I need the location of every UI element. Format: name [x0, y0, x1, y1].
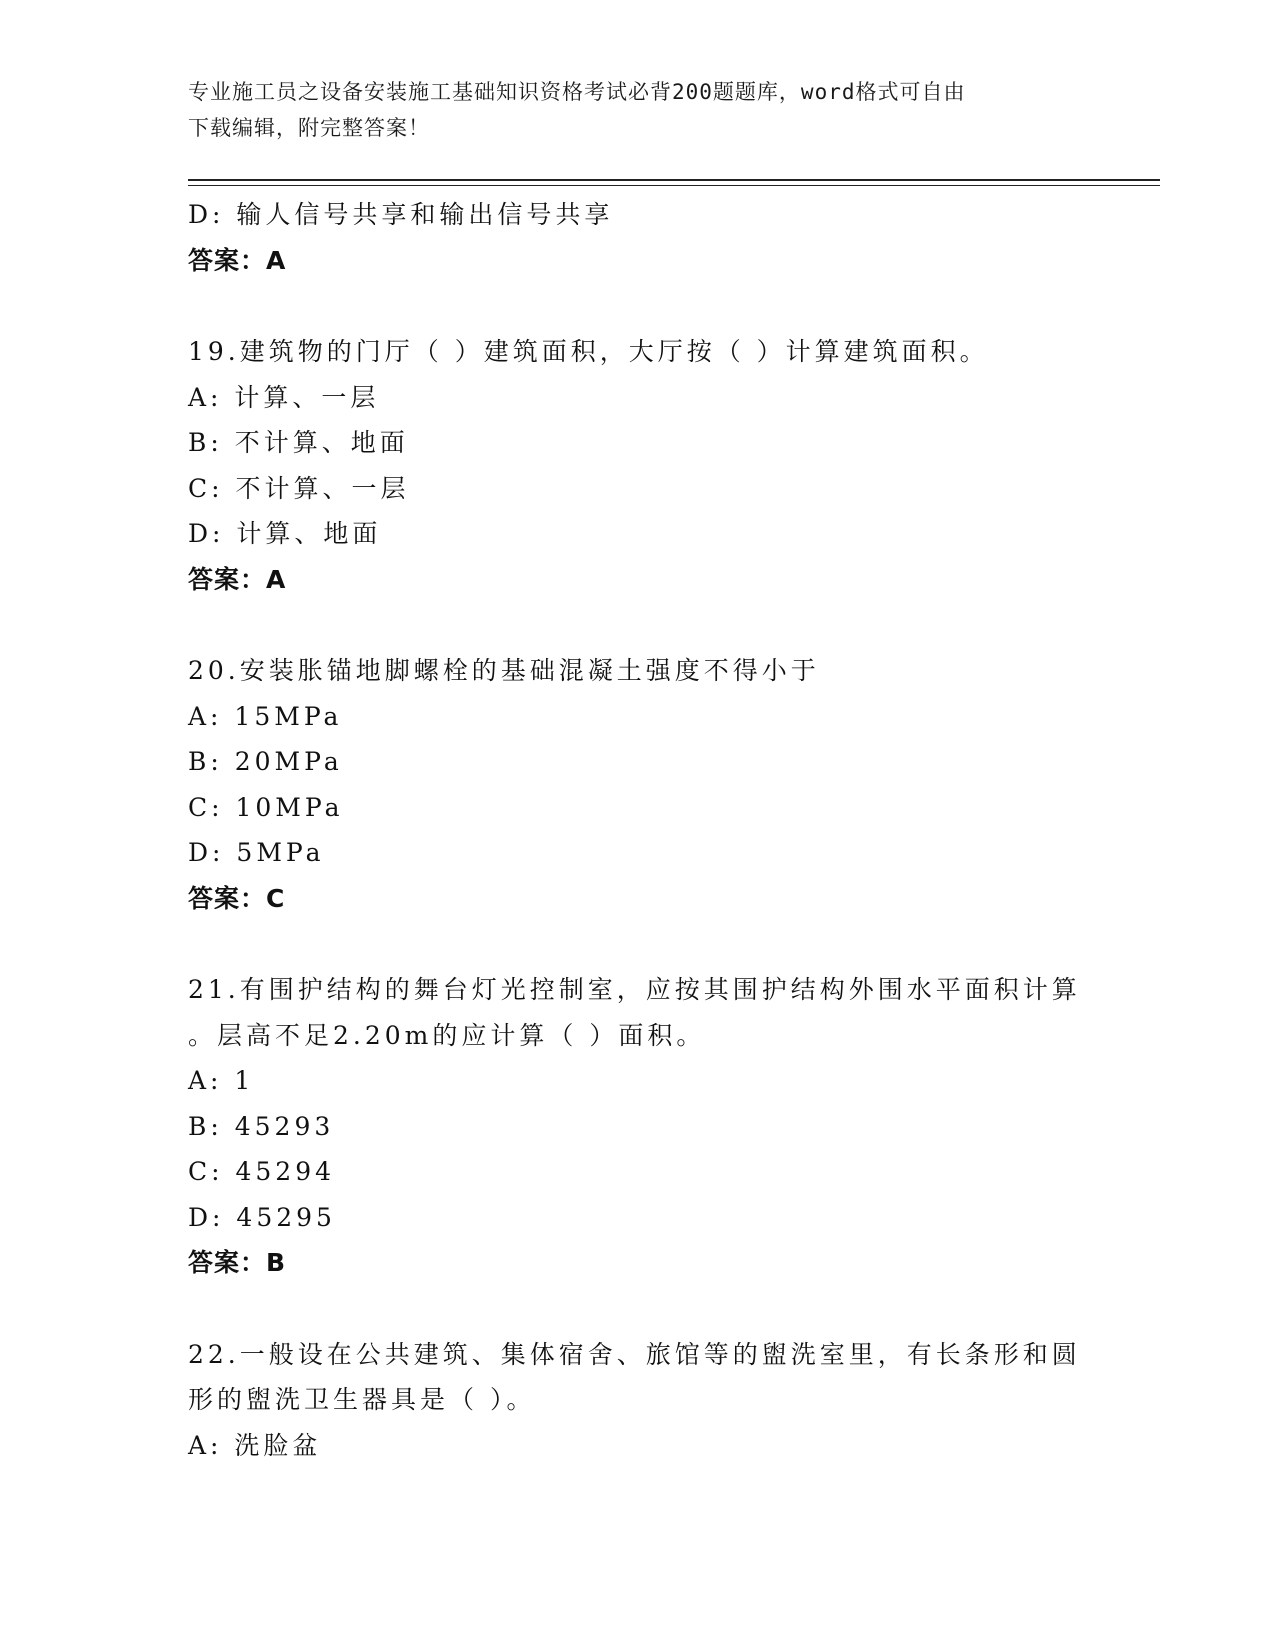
prev-option-d: D: 输人信号共享和输出信号共享 — [188, 200, 614, 229]
spacer — [188, 921, 1118, 967]
option-c: C: 45294 — [188, 1157, 336, 1186]
question-21 — [188, 967, 1118, 1286]
spacer — [188, 1286, 1118, 1332]
prev-answer: 答案：A — [188, 245, 287, 275]
document-header — [188, 74, 1088, 146]
answer: 答案：B — [188, 1248, 287, 1277]
answer: 答案：A — [188, 564, 287, 594]
option-b: B: 不计算、地面 — [188, 428, 409, 457]
question-text-cont: 形的盥洗卫生器具是（ ）。 — [188, 1385, 536, 1414]
option-c: C: 10MPa — [188, 792, 344, 822]
option-d: D: 45295 — [188, 1202, 336, 1232]
header-line-2: 下载编辑，附完整答案！ — [188, 116, 430, 140]
option-d: D: 5MPa — [188, 838, 325, 867]
option-d: D: 计算、地面 — [188, 519, 382, 548]
question-20 — [188, 648, 1118, 921]
option-a: A: 计算、一层 — [188, 382, 380, 412]
question-19 — [188, 329, 1118, 602]
question-text: 22.一般设在公共建筑、集体宿舍、旅馆等的盥洗室里，有长条形和圆 — [188, 1339, 1081, 1369]
header-rule-thick — [188, 179, 1160, 181]
spacer — [188, 283, 1118, 329]
question-text: 21.有围护结构的舞台灯光控制室，应按其围护结构外围水平面积计算 — [188, 975, 1081, 1004]
option-a: A: 洗脸盆 — [188, 1430, 322, 1460]
header-rule-thin — [188, 185, 1160, 186]
question-text-cont: 。层高不足2.20m的应计算（ ）面积。 — [188, 1020, 706, 1050]
question-text: 20.安装胀锚地脚螺栓的基础混凝土强度不得小于 — [188, 656, 820, 685]
option-b: B: 20MPa — [188, 747, 343, 776]
question-text: 19.建筑物的门厅（ ）建筑面积，大厅按（ ）计算建筑面积。 — [188, 337, 989, 366]
question-22 — [188, 1332, 1118, 1469]
option-a: A: 15MPa — [188, 701, 343, 731]
option-b: B: 45293 — [188, 1111, 335, 1141]
answer: 答案：C — [188, 883, 286, 913]
question-content — [188, 192, 1118, 1468]
header-line-1: 专业施工员之设备安装施工基础知识资格考试必背200题题库，word格式可自由 — [188, 80, 966, 104]
spacer — [188, 602, 1118, 648]
option-c: C: 不计算、一层 — [188, 473, 410, 503]
option-a: A: 1 — [188, 1066, 255, 1095]
